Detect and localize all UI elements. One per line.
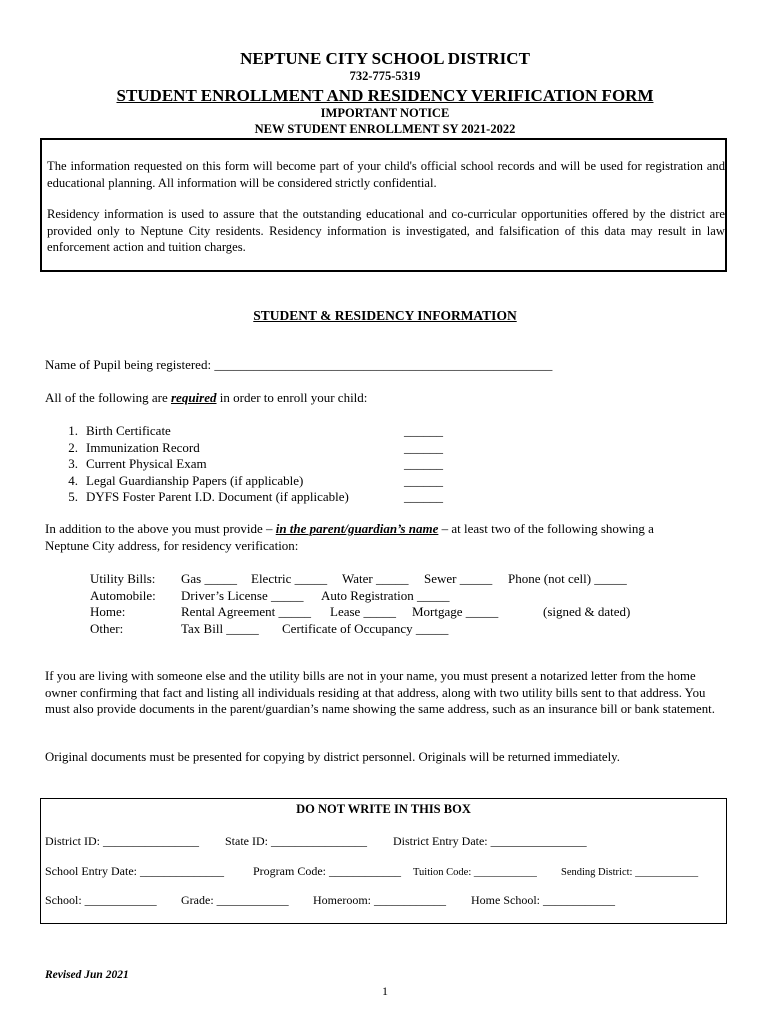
district-phone: 732-775-5319: [349, 69, 421, 83]
utility-bills-label: Utility Bills:: [90, 571, 156, 586]
list-item-check-blank[interactable]: ______: [404, 456, 443, 471]
auto-registration-blank[interactable]: Auto Registration _____: [321, 587, 450, 603]
certificate-of-occupancy-blank[interactable]: Certificate of Occupancy _____: [282, 620, 449, 636]
office-use-box: [40, 798, 727, 924]
automobile-label: Automobile:: [90, 587, 156, 603]
home-label: Home:: [90, 604, 126, 619]
tuition-code-field[interactable]: Tuition Code: ____________: [413, 867, 537, 878]
list-item-label: Current Physical Exam: [86, 456, 207, 471]
important-notice-box: [40, 138, 727, 272]
notice-label: IMPORTANT NOTICE: [320, 106, 450, 120]
state-id-field[interactable]: State ID: ________________: [225, 834, 367, 848]
electric-blank[interactable]: Electric _____: [251, 571, 328, 586]
section-title: STUDENT & RESIDENCY INFORMATION: [253, 308, 517, 323]
notice-paragraph-1: The information requested on this form will become part of your child's official school records and will be used for registration and educational planning. All information will be considered strictly confidential.: [47, 159, 725, 190]
residency-intro-line-2: Neptune City address, for residency verification:: [45, 538, 299, 553]
home-school-field[interactable]: Home School: ____________: [471, 893, 615, 907]
pupil-name-blank[interactable]: ____________________________________________________: [214, 357, 553, 372]
list-item-check-blank[interactable]: ______: [404, 439, 443, 455]
sewer-blank[interactable]: Sewer _____: [424, 571, 493, 586]
pupil-name-field[interactable]: [45, 356, 552, 373]
school-entry-date-field[interactable]: School Entry Date: ______________: [45, 864, 224, 878]
list-item-number: 1.: [68, 423, 78, 438]
program-code-field[interactable]: Program Code: ____________: [253, 864, 401, 878]
page-number: 1: [382, 984, 388, 998]
homeroom-field[interactable]: Homeroom: ____________: [313, 893, 446, 907]
mortgage-blank[interactable]: Mortgage _____: [412, 604, 499, 619]
lease-blank[interactable]: Lease _____: [330, 604, 397, 619]
required-intro-text: All of the following are: [45, 390, 171, 405]
tax-bill-blank[interactable]: Tax Bill _____: [181, 620, 259, 636]
list-item-number: 5.: [68, 489, 78, 504]
list-item: [64, 439, 464, 456]
school-field[interactable]: School: ____________: [45, 893, 157, 907]
other-label: Other:: [90, 620, 124, 636]
office-box-title: DO NOT WRITE IN THIS BOX: [296, 802, 471, 816]
list-item-label: Immunization Record: [86, 439, 200, 455]
residency-intro-text: In addition to the above you must provide –: [45, 521, 276, 536]
list-item-check-blank[interactable]: ______: [404, 489, 443, 504]
revised-date: Revised Jun 2021: [45, 969, 129, 981]
list-item-number: 3.: [68, 456, 78, 471]
list-item: [64, 455, 464, 472]
list-item-label: Birth Certificate: [86, 423, 171, 438]
residency-intro-line-1: [45, 520, 654, 537]
list-item: [64, 488, 464, 505]
residency-intro-text-end: – at least two of the following showing a: [438, 521, 654, 536]
living-with-note: If you are living with someone else and the utility bills are not in your name, you must present a notarized letter from the home owner confirming that fact and listing all individuals residing at that address, along with two utility bills sent to that address. You must also provide documents in the parent/guardian’s name showing the same address, such as an insurance bill or bank statement.: [45, 669, 715, 717]
district-id-field[interactable]: District ID: ________________: [45, 834, 199, 848]
rental-agreement-blank[interactable]: Rental Agreement _____: [181, 604, 311, 619]
signed-dated-note: (signed & dated): [543, 604, 631, 619]
list-item-number: 4.: [68, 472, 78, 488]
pupil-name-label: Name of Pupil being registered:: [45, 357, 212, 372]
list-item: [64, 422, 464, 439]
residency-documents: [90, 570, 650, 638]
water-blank[interactable]: Water _____: [342, 571, 409, 586]
form-title: STUDENT ENROLLMENT AND RESIDENCY VERIFICATION FORM: [116, 86, 654, 105]
gas-blank[interactable]: Gas _____: [181, 571, 237, 586]
drivers-license-blank[interactable]: Driver’s License _____: [181, 587, 304, 603]
list-item: [64, 472, 464, 489]
required-emphasis: required: [171, 390, 217, 405]
notice-paragraph-2: Residency information is used to assure that the outstanding educational and co-curricular opportunities offered by the district are provided only to Neptune City residents. Residency information is investigated, and falsification of this data may result in law enforcement action and tuition charges.: [47, 207, 725, 254]
grade-field[interactable]: Grade: ____________: [181, 893, 289, 907]
required-intro: [45, 389, 367, 406]
district-name: NEPTUNE CITY SCHOOL DISTRICT: [240, 49, 530, 68]
list-item-label: DYFS Foster Parent I.D. Document (if applicable): [86, 489, 349, 504]
originals-note: Original documents must be presented for copying by district personnel. Originals will be returned immediately.: [45, 750, 620, 764]
list-item-number: 2.: [68, 439, 78, 455]
parent-guardian-emphasis: in the parent/guardian’s name: [275, 521, 439, 536]
list-item-check-blank[interactable]: ______: [404, 472, 443, 488]
sending-district-field[interactable]: Sending District: ____________: [561, 867, 699, 878]
district-entry-date-field[interactable]: District Entry Date: ________________: [393, 834, 587, 848]
required-documents-list: [64, 422, 464, 507]
list-item-check-blank[interactable]: ______: [404, 423, 443, 438]
required-intro-text-end: in order to enroll your child:: [216, 390, 368, 405]
list-item-label: Legal Guardianship Papers (if applicable): [86, 472, 304, 488]
enrollment-year: NEW STUDENT ENROLLMENT SY 2021-2022: [254, 122, 516, 136]
phone-blank[interactable]: Phone (not cell) _____: [508, 571, 627, 586]
